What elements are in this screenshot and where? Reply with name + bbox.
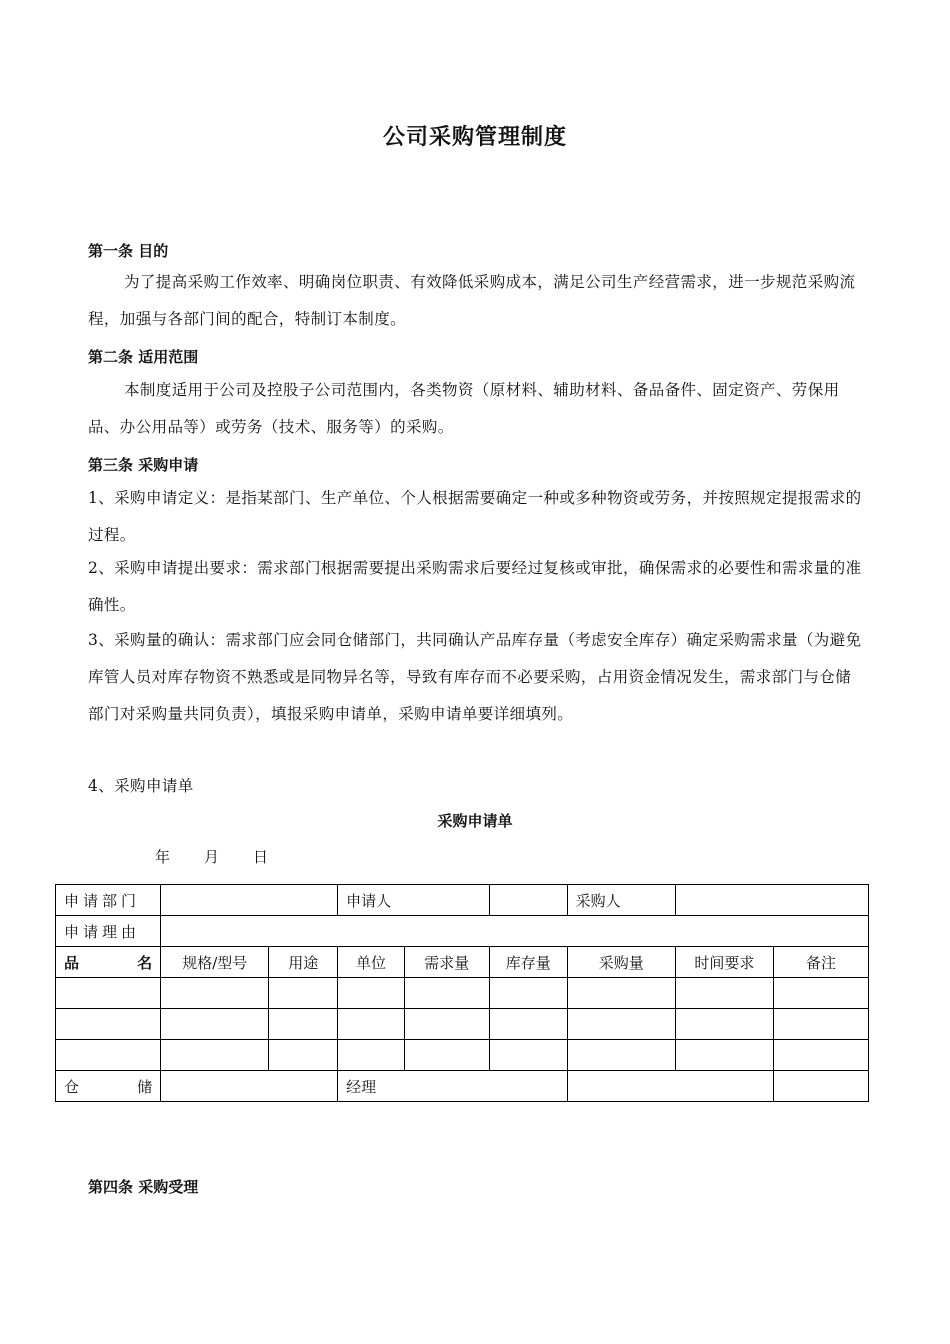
applicant-label: 申请人	[338, 885, 490, 916]
cell[interactable]	[161, 1009, 269, 1040]
form-date	[155, 846, 268, 867]
section-heading-application: 第三条 采购申请	[88, 456, 199, 474]
cell[interactable]	[567, 1040, 675, 1071]
dept-label: 申请部门	[56, 885, 161, 916]
cell[interactable]	[675, 1009, 773, 1040]
purchase-request-form	[55, 884, 869, 1102]
table-row	[56, 1040, 869, 1071]
application-item-2: 2、采购申请提出要求：需求部门根据需要提出采购需求后要经过复核或审批，确保需求的必要性和需求量的准确性。	[88, 559, 862, 614]
cell[interactable]	[56, 978, 161, 1009]
dept-field[interactable]	[161, 885, 338, 916]
section-heading-scope: 第二条 适用范围	[88, 348, 199, 366]
cell[interactable]	[489, 1009, 567, 1040]
cell[interactable]	[269, 1040, 338, 1071]
cell[interactable]	[489, 978, 567, 1009]
storage-label	[56, 1071, 161, 1102]
form-title: 采购申请单	[437, 812, 513, 830]
cell[interactable]	[404, 978, 489, 1009]
header-name-a: 品	[64, 953, 80, 972]
cell[interactable]	[161, 978, 269, 1009]
application-item-1: 1、采购申请定义：是指某部门、生产单位、个人根据需要确定一种或多种物资或劳务，并按照规定提报需求的过程。	[88, 489, 862, 544]
page-title: 公司采购管理制度	[382, 125, 567, 150]
cell[interactable]	[675, 1040, 773, 1071]
header-demand: 需求量	[404, 947, 489, 978]
purchaser-field[interactable]	[675, 885, 868, 916]
storage-label-b: 储	[137, 1077, 153, 1096]
cell[interactable]	[338, 1009, 405, 1040]
cell[interactable]	[56, 1009, 161, 1040]
date-month: 月	[204, 848, 220, 866]
cell[interactable]	[338, 978, 405, 1009]
header-stock: 库存量	[489, 947, 567, 978]
header-use: 用途	[269, 947, 338, 978]
cell[interactable]	[404, 1040, 489, 1071]
cell[interactable]	[404, 1009, 489, 1040]
manager-label: 经理	[338, 1071, 568, 1102]
header-time: 时间要求	[675, 947, 773, 978]
header-purchase: 采购量	[567, 947, 675, 978]
reason-label: 申请理由	[56, 916, 161, 947]
application-item-4: 4、采购申请单	[88, 777, 194, 795]
cell[interactable]	[675, 978, 773, 1009]
header-spec: 规格/型号	[161, 947, 269, 978]
cell[interactable]	[338, 1040, 405, 1071]
cell[interactable]	[567, 1009, 675, 1040]
section-heading-purpose: 第一条 目的	[88, 242, 169, 260]
cell[interactable]	[161, 1040, 269, 1071]
cell[interactable]	[269, 1009, 338, 1040]
storage-label-a: 仓	[64, 1077, 80, 1096]
header-name	[56, 947, 161, 978]
section-scope-text: 本制度适用于公司及控股子公司范围内，各类物资（原材料、辅助材料、备品备件、固定资产、劳保用品、办公用品等）或劳务（技术、服务等）的采购。	[88, 381, 840, 436]
cell[interactable]	[567, 978, 675, 1009]
applicant-field[interactable]	[489, 885, 567, 916]
cell[interactable]	[56, 1040, 161, 1071]
header-unit: 单位	[338, 947, 405, 978]
cell[interactable]	[269, 978, 338, 1009]
header-name-b: 名	[137, 953, 153, 972]
footer-remark-field[interactable]	[773, 1071, 868, 1102]
purchaser-label: 采购人	[567, 885, 675, 916]
date-year: 年	[155, 848, 171, 866]
reason-field[interactable]	[161, 916, 869, 947]
storage-field[interactable]	[161, 1071, 338, 1102]
application-item-3: 3、采购量的确认：需求部门应会同仓储部门，共同确认产品库存量（考虑安全库存）确定采购需求量（为避免库管人员对库存物资不熟悉或是同物异名等，导致有库存而不必要采购，占用资金情况发生，需求部门与仓储部门对采购量共同负责），填报采购申请单，采购申请单要详细填列。	[88, 631, 862, 723]
cell[interactable]	[773, 978, 868, 1009]
cell[interactable]	[773, 1040, 868, 1071]
table-row	[56, 978, 869, 1009]
header-remark: 备注	[773, 947, 868, 978]
table-row	[56, 1009, 869, 1040]
manager-field[interactable]	[567, 1071, 773, 1102]
cell[interactable]	[773, 1009, 868, 1040]
date-day: 日	[253, 848, 269, 866]
section-heading-acceptance: 第四条 采购受理	[88, 1178, 199, 1196]
section-purpose-text: 为了提高采购工作效率、明确岗位职责、有效降低采购成本，满足公司生产经营需求，进一步规范采购流程，加强与各部门间的配合，特制订本制度。	[88, 273, 856, 328]
cell[interactable]	[489, 1040, 567, 1071]
